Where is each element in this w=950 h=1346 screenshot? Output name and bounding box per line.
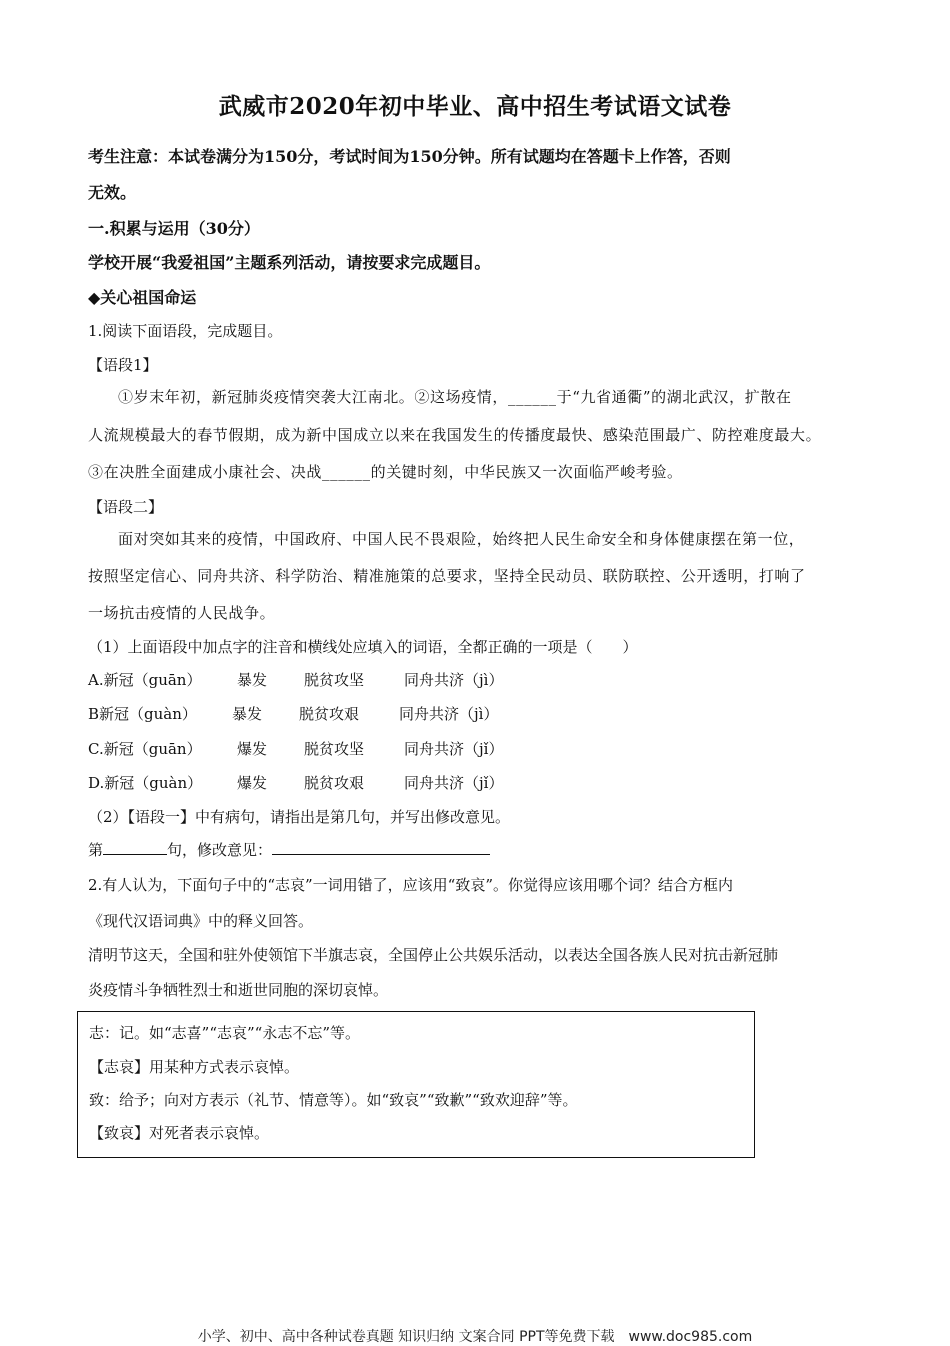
option-c <box>88 738 503 759</box>
subsection-heading: ◆关心祖国命运 <box>88 288 197 307</box>
passage-1-line-1: ①岁末年初，新冠肺炎疫情突袭大江南北。②这场疫情，______于“九省通衢”的湖北武汉，扩散在 <box>118 388 792 406</box>
option-b <box>88 703 498 724</box>
question-1-2: （2）【语段一】中有病句，请指出是第几句，并写出修改意见。 <box>88 808 511 826</box>
notice-line-2: 无效。 <box>88 183 137 202</box>
revision-blank[interactable] <box>272 840 490 855</box>
passage-2-line-2: 按照坚定信心、同舟共济、科学防治、精准施策的总要求，坚持全民动员、联防联控、公开透明，打响了 <box>88 567 806 585</box>
question-1-stem: 1.阅读下面语段，完成题目。 <box>88 322 283 340</box>
option-b-word-2: 脱贫攻艰 <box>299 705 360 723</box>
box-line-4: 【致哀】对死者表示哀悼。 <box>89 1124 270 1142</box>
option-c-word-2: 脱贫攻坚 <box>304 740 365 758</box>
option-c-word-1: 爆发 <box>237 740 268 758</box>
page-title: 武威市2020年初中毕业、高中招生考试语文试卷 <box>218 93 732 120</box>
page-footer: 小学、初中、高中各种试卷真题 知识归纳 文案合同 PPT等免费下载 www.doc985.com <box>197 1329 753 1345</box>
activity-heading: 学校开展“我爱祖国”主题系列活动，请按要求完成题目。 <box>88 253 491 272</box>
section-heading: 一.积累与运用（30分） <box>88 219 260 238</box>
passage-1-line-3: ③在决胜全面建成小康社会、决战______的关键时刻，中华民族又一次面临严峻考验。 <box>88 463 683 481</box>
sentence-number-blank[interactable] <box>103 840 167 855</box>
option-a-word-2: 脱贫攻坚 <box>304 671 365 689</box>
question-2-line-1: 2.有人认为，下面句子中的“志哀”一词用错了，应该用“致哀”。你觉得应该用哪个词？结合方框内 <box>88 876 733 894</box>
notice-line-1: 考生注意：本试卷满分为150分，考试时间为150分钟。所有试题均在答题卡上作答，否则 <box>88 147 731 166</box>
question-1-1: （1）上面语段中加点字的注音和横线处应填入的词语，全都正确的一项是（ ） <box>88 638 638 656</box>
question-2-line-3: 清明节这天，全国和驻外使领馆下半旗志哀，全国停止公共娱乐活动，以表达全国各族人民对抗击新冠肺 <box>88 946 779 964</box>
passage-2-label: 【语段二】 <box>88 498 164 516</box>
option-b-pinyin: B新冠（guàn） <box>88 705 197 723</box>
option-a <box>88 669 503 690</box>
answer-line <box>88 839 490 860</box>
option-d-word-2: 脱贫攻艰 <box>304 774 365 792</box>
dictionary-box <box>77 1011 755 1158</box>
option-b-word-3: 同舟共济（jì） <box>399 705 499 723</box>
option-c-pinyin: C.新冠（guān） <box>88 740 202 758</box>
option-c-word-3: 同舟共济（jǐ） <box>404 740 504 758</box>
passage-1-label: 【语段1】 <box>88 356 158 374</box>
passage-1-line-2: 人流规模最大的春节假期，成为新中国成立以来在我国发生的传播度最快、感染范围最广、防控难度最大。 <box>88 426 822 444</box>
box-line-1: 志：记。如“志喜”“志哀”“永志不忘”等。 <box>89 1024 361 1042</box>
option-d-word-3: 同舟共济（jǐ） <box>404 774 504 792</box>
passage-2-line-3: 一场抗击疫情的人民战争。 <box>88 604 276 622</box>
box-line-2: 【志哀】用某种方式表示哀悼。 <box>89 1058 300 1076</box>
option-d-pinyin: D.新冠（guàn） <box>88 774 203 792</box>
option-a-pinyin: A.新冠（guān） <box>88 671 202 689</box>
question-2-line-2: 《现代汉语词典》中的释义回答。 <box>88 912 314 930</box>
option-d <box>88 772 503 793</box>
option-a-word-3: 同舟共济（jì） <box>404 671 504 689</box>
option-b-word-1: 暴发 <box>232 705 263 723</box>
answer-prefix: 第 <box>88 841 104 859</box>
question-2-line-4: 炎疫情斗争牺牲烈士和逝世同胞的深切哀悼。 <box>88 981 389 999</box>
answer-suffix: 句，修改意见： <box>167 841 273 859</box>
passage-2-line-1: 面对突如其来的疫情，中国政府、中国人民不畏艰险，始终把人民生命安全和身体健康摆在第一位， <box>118 530 805 548</box>
option-a-word-1: 暴发 <box>237 671 268 689</box>
option-d-word-1: 爆发 <box>237 774 268 792</box>
box-line-3: 致：给予；向对方表示（礼节、情意等）。如“致哀”“致歉”“致欢迎辞”等。 <box>89 1091 578 1109</box>
